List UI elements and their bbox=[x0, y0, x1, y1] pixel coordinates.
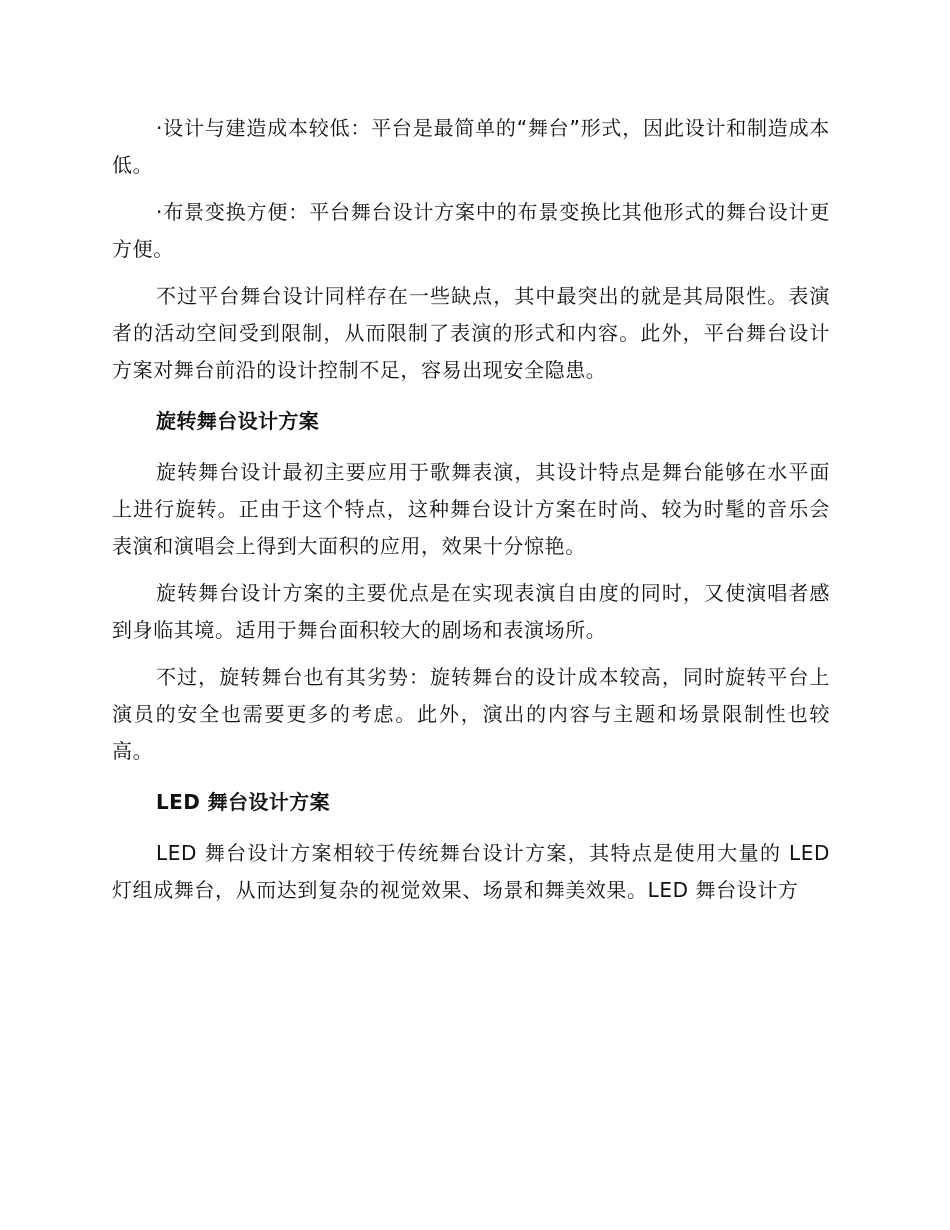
paragraph-rotating-advantages: 旋转舞台设计方案的主要优点是在实现表演自由度的同时，又使演唱者感到身临其境。适用于舞台面积较大的剧场和表演场所。 bbox=[112, 581, 830, 642]
document-page bbox=[112, 110, 830, 909]
bullet-paragraph-cost: ·设计与建造成本较低：平台是最简单的“舞台”形式，因此设计和制造成本低。 bbox=[112, 116, 830, 177]
section-heading-rotating-stage: 旋转舞台设计方案 bbox=[156, 409, 320, 433]
paragraph-rotating-intro: 旋转舞台设计最初主要应用于歌舞表演，其设计特点是舞台能够在水平面上进行旋转。正由于这个特点，这种舞台设计方案在时尚、较为时髦的音乐会表演和演唱会上得到大面积的应用，效果十分惊艳。 bbox=[112, 460, 830, 558]
paragraph-led-intro: LED 舞台设计方案相较于传统舞台设计方案，其特点是使用大量的 LED 灯组成舞台，从而达到复杂的视觉效果、场景和舞美效果。LED 舞台设计方 bbox=[112, 841, 830, 902]
bullet-paragraph-scenery: ·布景变换方便：平台舞台设计方案中的布景变换比其他形式的舞台设计更方便。 bbox=[112, 200, 830, 261]
paragraph-rotating-drawbacks: 不过，旋转舞台也有其劣势：旋转舞台的设计成本较高，同时旋转平台上演员的安全也需要更多的考虑。此外，演出的内容与主题和场景限制性也较高。 bbox=[112, 665, 830, 763]
section-heading-led-stage: LED 舞台设计方案 bbox=[156, 790, 330, 814]
paragraph-platform-drawbacks: 不过平台舞台设计同样存在一些缺点，其中最突出的就是其局限性。表演者的活动空间受到限制，从而限制了表演的形式和内容。此外，平台舞台设计方案对舞台前沿的设计控制不足，容易出现安全隐患。 bbox=[112, 284, 830, 382]
